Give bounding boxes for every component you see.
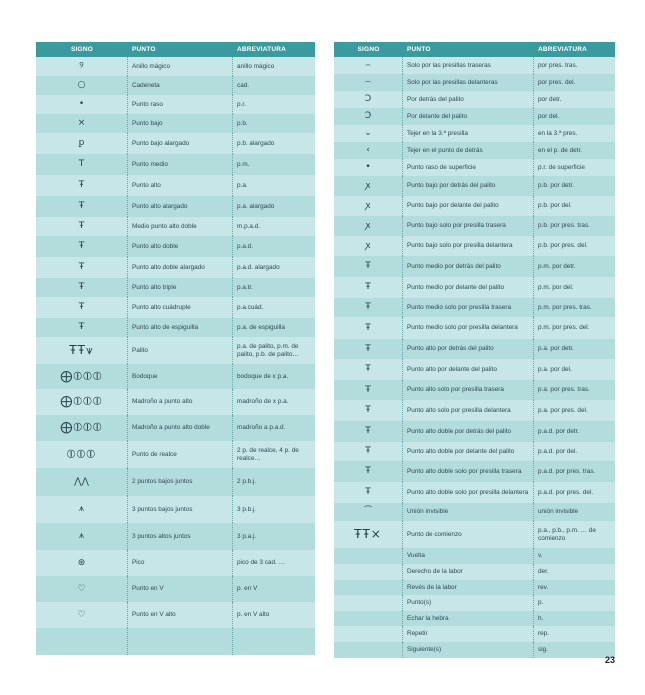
stitch-symbol-icon xyxy=(36,236,128,257)
stitch-symbol: Ŧ xyxy=(365,446,371,457)
stitch-name: Por delante del palito xyxy=(403,108,534,125)
stitch-symbol: ○ xyxy=(77,80,86,91)
stitch-name: Punto alto doble alargado xyxy=(128,257,233,278)
stitch-name: Punto bajo solo por presilla delantera xyxy=(403,236,534,256)
stitch-symbol-icon xyxy=(334,196,403,216)
stitch-abbreviation: p.a. alargado xyxy=(237,202,275,210)
table-row xyxy=(36,114,315,133)
table-row xyxy=(36,468,315,496)
stitch-name: Por detrás del palito xyxy=(403,91,534,108)
stitch-symbol-icon xyxy=(334,580,403,595)
table-row xyxy=(334,482,615,503)
stitch-name: 2 puntos bajos juntos xyxy=(128,468,233,496)
stitch-symbol: ⌄ xyxy=(364,128,372,139)
stitch-symbol-icon xyxy=(334,642,403,658)
stitch-symbol-icon xyxy=(36,76,128,95)
table-row xyxy=(36,337,315,364)
stitch-abbreviation: bodoque de x p.a. xyxy=(237,372,289,380)
stitch-name: 3 puntos altos juntos xyxy=(128,523,233,550)
table-row xyxy=(36,550,315,576)
table-row xyxy=(36,318,315,337)
stitch-symbol-icon xyxy=(334,503,403,521)
table-row xyxy=(36,297,315,318)
stitch-abbreviation: rev. xyxy=(538,583,549,591)
stitch-name: Vuelta xyxy=(403,548,534,564)
stitch-abbreviation: p.a.d. por detr. xyxy=(538,427,580,435)
table-row xyxy=(334,359,615,380)
stitch-name: Punto alto por detrás del palito xyxy=(403,339,534,359)
stitch-name: Punto bajo por delante del palito xyxy=(403,196,534,216)
stitch-symbol: ⊛ xyxy=(77,557,86,568)
stitch-name: Pico xyxy=(128,550,233,576)
stitch-abbreviation: p.b. por del. xyxy=(538,202,572,210)
header-punto: PUNTO xyxy=(132,46,156,53)
stitch-name: Punto alto alargado xyxy=(128,196,233,217)
stitch-name: Derecho de la labor xyxy=(403,564,534,580)
stitch-symbol-icon xyxy=(36,441,128,468)
table-row xyxy=(334,642,615,658)
stitch-abbreviation: p.a. por del. xyxy=(538,365,572,373)
stitch-symbol: ⨁⦶⦶⦶ xyxy=(60,394,103,409)
table-row xyxy=(36,628,315,655)
header-abreviatura: ABREVIATURA xyxy=(237,46,287,53)
table-row xyxy=(334,216,615,236)
stitch-symbol: Ŧ xyxy=(78,201,85,212)
stitch-abbreviation: unión invisible xyxy=(538,508,579,516)
stitch-abbreviation: m.p.a.d. xyxy=(237,222,261,230)
stitch-symbol: Ↄ xyxy=(364,94,372,105)
header-signo: SIGNO xyxy=(357,46,380,53)
stitch-abbreviation: p.m. por detr. xyxy=(538,262,576,270)
stitch-name: Repetir xyxy=(403,626,534,642)
table-header xyxy=(334,42,615,57)
stitch-abbreviation: sig. xyxy=(538,646,548,654)
stitch-abbreviation: en el p. de detr. xyxy=(538,146,583,154)
stitch-name: Punto alto por delante del palito xyxy=(403,359,534,380)
stitch-abbreviation: der. xyxy=(538,568,549,576)
stitch-symbol-icon xyxy=(334,236,403,256)
stitch-abbreviation: p.a.d. por pres. tras. xyxy=(538,467,596,475)
stitch-symbol: Ŧ xyxy=(78,241,85,252)
stitch-symbol: ⁀ xyxy=(364,506,372,517)
table-row xyxy=(334,421,615,442)
header-punto: PUNTO xyxy=(407,46,431,53)
table-row xyxy=(36,175,315,196)
stitch-symbol-icon xyxy=(334,595,403,611)
table-row xyxy=(334,580,615,595)
table-row xyxy=(334,125,615,142)
stitch-symbol: × xyxy=(77,118,86,129)
stitch-symbol-icon xyxy=(36,175,128,196)
stitch-symbol-icon xyxy=(36,415,128,441)
stitch-symbol-icon xyxy=(36,550,128,576)
stitch-symbol: Ŧ xyxy=(365,261,371,272)
stitch-name: Palito xyxy=(128,337,233,364)
stitch-symbol: Ŧ xyxy=(365,282,371,293)
table-row xyxy=(36,389,315,415)
stitch-abbreviation: por del. xyxy=(538,112,560,120)
stitch-abbreviation: p.a.d. por pres. del. xyxy=(538,488,594,496)
stitch-name: Punto alto triple xyxy=(128,278,233,297)
stitch-symbol: Ŧ xyxy=(365,487,371,498)
stitch-abbreviation: 2 p. de realce, 4 p. de realce… xyxy=(237,447,299,462)
stitch-abbreviation: p.b. xyxy=(237,119,248,127)
stitch-abbreviation: p.a. por pres. tras. xyxy=(538,386,590,394)
stitch-symbol-icon xyxy=(36,364,128,389)
stitch-symbol-icon xyxy=(36,257,128,278)
stitch-symbol-icon xyxy=(36,576,128,602)
table-row xyxy=(334,298,615,317)
stitch-symbol: ꝑ xyxy=(78,138,85,149)
stitch-abbreviation: p.a.d. xyxy=(237,242,253,250)
stitch-symbol: • xyxy=(78,99,85,110)
stitch-name: Madroño a punto alto xyxy=(128,389,233,415)
stitch-symbol-icon xyxy=(334,548,403,564)
table-row xyxy=(334,108,615,125)
stitch-symbol: Ŧ xyxy=(365,322,371,333)
table-row xyxy=(36,415,315,441)
stitch-name: Unión invisible xyxy=(403,503,534,521)
stitch-symbol-icon xyxy=(334,461,403,482)
stitch-symbol-icon xyxy=(36,196,128,217)
stitch-symbol-icon xyxy=(36,95,128,114)
stitch-abbreviation: p. en V xyxy=(237,585,258,593)
table-row xyxy=(36,196,315,217)
table-row xyxy=(36,236,315,257)
stitch-symbol-icon xyxy=(334,564,403,580)
table-row xyxy=(36,278,315,297)
stitch-symbol-icon xyxy=(36,389,128,415)
stitch-name: Bodoque xyxy=(128,364,233,389)
table-row xyxy=(36,133,315,154)
stitch-symbol-icon xyxy=(36,217,128,236)
stitch-symbol: • xyxy=(365,162,371,173)
page-number: 23 xyxy=(604,655,615,665)
stitch-name: Punto medio xyxy=(128,154,233,175)
stitch-name: Punto bajo xyxy=(128,114,233,133)
stitch-name xyxy=(128,628,233,655)
stitch-symbol: Ŧ xyxy=(78,221,85,232)
stitch-abbreviation: por pres. del. xyxy=(538,78,576,86)
stitch-symbol: Ŧ xyxy=(365,466,371,477)
stitch-name: Punto alto solo por presilla trasera xyxy=(403,380,534,400)
header-abreviatura: ABREVIATURA xyxy=(538,46,588,53)
stitch-symbol: Ŧ xyxy=(365,384,371,395)
stitch-symbol-icon xyxy=(36,297,128,318)
stitch-symbol-icon xyxy=(36,337,128,364)
stitch-abbreviation: cad. xyxy=(237,81,250,89)
stitch-name: Revés de la labor xyxy=(403,580,534,595)
stitch-abbreviation: p.b. por pres. del. xyxy=(538,242,588,250)
stitch-name: Punto bajo solo por presilla trasera xyxy=(403,216,534,236)
stitch-abbreviation: p.m. por pres. tras. xyxy=(538,303,592,311)
stitch-symbol-icon xyxy=(36,318,128,337)
table-row xyxy=(36,576,315,602)
stitch-name: Medio punto alto doble xyxy=(128,217,233,236)
stitch-symbol-icon xyxy=(334,216,403,236)
stitch-symbol: Ŧ xyxy=(365,364,371,375)
stitch-symbol-icon xyxy=(334,626,403,642)
stitch-symbol-icon xyxy=(334,611,403,626)
stitch-symbol: ⌢ xyxy=(365,60,371,71)
stitch-abbreviation: p.b. por detr. xyxy=(538,182,574,190)
stitch-symbol: Ŧ xyxy=(78,322,85,333)
stitch-abbreviation: v. xyxy=(538,552,543,560)
table-row xyxy=(334,142,615,159)
stitch-abbreviation: p.b. por pres. tras. xyxy=(538,222,590,230)
table-row xyxy=(334,611,615,626)
stitch-abbreviation: p.m. por del. xyxy=(538,283,574,291)
table-row xyxy=(334,196,615,216)
stitch-name: Punto alto doble solo por presilla delantera xyxy=(403,482,534,503)
stitch-symbol-icon xyxy=(334,380,403,400)
stitch-abbreviation: p.a.tr. xyxy=(237,283,253,291)
stitch-symbol: ‹ xyxy=(366,145,370,156)
table-row xyxy=(334,595,615,611)
table-row xyxy=(334,317,615,339)
table-row xyxy=(36,217,315,236)
stitch-name: Punto en V xyxy=(128,576,233,602)
stitch-symbol: ⩚ xyxy=(78,504,85,515)
table-header xyxy=(36,42,315,57)
table-body xyxy=(36,57,315,655)
stitch-name: Punto alto doble solo por presilla trasera xyxy=(403,461,534,482)
table-row xyxy=(334,236,615,256)
stitch-abbreviation: p.r. xyxy=(237,100,246,108)
stitch-abbreviation: 3 p.a.j. xyxy=(237,532,257,540)
stitch-symbol-icon xyxy=(36,602,128,628)
table-row xyxy=(334,442,615,461)
stitch-name: Punto alto solo por presilla delantera xyxy=(403,400,534,421)
stitch-symbol: Ŧ xyxy=(365,405,371,416)
stitch-name: Tejer en la 3.ª presilla xyxy=(403,125,534,142)
stitch-symbol-icon xyxy=(36,133,128,154)
stitch-abbreviation: p.a.d. alargado xyxy=(237,263,280,271)
stitch-symbol-icon xyxy=(334,277,403,298)
stitch-symbol: Ŧ xyxy=(78,302,85,313)
table-row xyxy=(334,564,615,580)
stitch-abbreviation: p.a.d. por del. xyxy=(538,447,578,455)
table-row xyxy=(334,91,615,108)
stitch-symbol-icon xyxy=(334,74,403,91)
stitch-name: Punto medio por delante del palito xyxy=(403,277,534,298)
stitch-abbreviation: p.a., p.b., p.m. … de comienzo xyxy=(538,527,596,542)
stitch-symbol-icon xyxy=(36,496,128,523)
table-row xyxy=(36,154,315,175)
stitch-symbol-icon xyxy=(334,159,403,176)
table-row xyxy=(334,159,615,176)
stitch-name: Punto alto de espiguilla xyxy=(128,318,233,337)
stitch-name: Punto alto doble xyxy=(128,236,233,257)
stitch-name: Punto bajo alargado xyxy=(128,133,233,154)
stitch-abbreviation: p.a. por pres. del. xyxy=(538,406,588,414)
stitch-symbol: ⩚ xyxy=(78,531,85,542)
stitch-symbol: ꭗ xyxy=(365,240,371,251)
stitch-symbol: T xyxy=(78,159,85,170)
stitch-abbreviation: p.m. xyxy=(237,160,250,168)
stitch-symbol: Ŧ xyxy=(78,262,85,273)
stitch-symbol-icon xyxy=(334,421,403,442)
stitch-name: Punto medio solo por presilla delantera xyxy=(403,317,534,339)
table-row xyxy=(334,339,615,359)
stitch-name: Punto raso xyxy=(128,95,233,114)
stitch-symbol: ꭗ xyxy=(365,200,371,211)
table-row xyxy=(334,277,615,298)
table-row xyxy=(334,256,615,277)
stitch-name: Punto de realce xyxy=(128,441,233,468)
stitch-abbreviation: anillo mágico xyxy=(237,62,275,70)
header-signo: SIGNO xyxy=(71,46,93,53)
stitch-abbreviation: p.a. de espiguilla xyxy=(237,323,285,331)
table-row xyxy=(334,74,615,91)
stitch-name: Punto medio por detrás del palito xyxy=(403,256,534,277)
stitch-symbol-icon xyxy=(334,256,403,277)
stitch-symbol: ⦶⦶⦶ xyxy=(66,446,97,461)
table-row xyxy=(334,521,615,548)
stitch-name: Madroño a punto alto doble xyxy=(128,415,233,441)
table-row xyxy=(36,57,315,76)
stitch-name: Punto alto xyxy=(128,175,233,196)
stitch-symbol: ⨁⦶⦶⦶ xyxy=(60,368,103,383)
stitch-symbol: ♡ xyxy=(77,609,86,620)
stitch-symbol: ♡ xyxy=(77,583,86,594)
table-row xyxy=(334,626,615,642)
stitch-name: Punto medio solo por presilla trasera xyxy=(403,298,534,317)
table-row xyxy=(334,57,615,74)
table-row xyxy=(36,257,315,278)
stitch-symbol: ŦŦ⩛ xyxy=(69,342,94,357)
stitch-name: Punto(s) xyxy=(403,595,534,611)
stitch-symbol: Ŧ xyxy=(78,180,85,191)
stitch-abbreviation: en la 3.ª pres. xyxy=(538,129,578,137)
stitch-symbol: ୨ xyxy=(79,61,84,72)
table-row xyxy=(36,496,315,523)
stitch-name: Siguiente(s) xyxy=(403,642,534,658)
stitch-abbreviation: p. xyxy=(538,599,544,607)
table-row xyxy=(36,523,315,550)
stitch-symbol-icon xyxy=(36,154,128,175)
table-row xyxy=(36,441,315,468)
table-row xyxy=(334,400,615,421)
table-row xyxy=(334,548,615,564)
stitch-abbreviation: p. en V alto xyxy=(237,611,270,619)
table-row xyxy=(334,461,615,482)
stitch-symbol: ⌣ xyxy=(365,77,371,88)
stitch-symbol-icon xyxy=(36,57,128,76)
stitch-name: Punto de comienzo xyxy=(403,521,534,548)
stitch-abbreviation: p.a. por detr. xyxy=(538,345,574,353)
stitch-abbreviation: p.a.cuád. xyxy=(237,303,264,311)
stitch-abbreviation: por pres. tras. xyxy=(538,61,578,69)
table-row xyxy=(36,95,315,114)
stitch-table-left xyxy=(36,42,315,655)
stitch-abbreviation: h. xyxy=(538,614,544,622)
stitch-name: Punto alto cuádruple xyxy=(128,297,233,318)
table-row xyxy=(36,602,315,628)
table-row xyxy=(36,76,315,95)
stitch-abbreviation: 2 p.b.j. xyxy=(237,478,257,486)
stitch-symbol-icon xyxy=(36,278,128,297)
stitch-symbol: ꭗ xyxy=(365,220,371,231)
table-row xyxy=(334,380,615,400)
stitch-abbreviation: madroño de x p.a. xyxy=(237,398,289,406)
stitch-symbol: Ŧ xyxy=(78,282,85,293)
stitch-symbol-icon xyxy=(334,359,403,380)
stitch-abbreviation: p.m. por pres. del. xyxy=(538,324,590,332)
stitch-name: Punto raso de superficie xyxy=(403,159,534,176)
stitch-name: Tejer en el punto de detrás xyxy=(403,142,534,159)
stitch-name: Solo por las presillas delanteras xyxy=(403,74,534,91)
stitch-abbreviation: pico de 3 cad. … xyxy=(237,559,285,567)
stitch-symbol-icon xyxy=(334,125,403,142)
stitch-abbreviation: por detr. xyxy=(538,95,562,103)
stitch-symbol-icon xyxy=(334,57,403,74)
stitch-symbol-icon xyxy=(36,114,128,133)
table-row xyxy=(36,364,315,389)
stitch-name: Punto bajo por detrás del palito xyxy=(403,176,534,196)
stitch-symbol-icon xyxy=(36,468,128,496)
stitch-abbreviation xyxy=(233,628,315,655)
table-row xyxy=(334,503,615,521)
stitch-symbol-icon xyxy=(334,298,403,317)
stitch-abbreviation: madroño a p.a.d. xyxy=(237,424,286,432)
table-body xyxy=(334,57,615,658)
stitch-symbol-icon xyxy=(334,339,403,359)
table-row xyxy=(334,176,615,196)
stitch-abbreviation: p.a. de palito, p.m. de palito, p.b. de palito… xyxy=(237,343,299,358)
stitch-symbol-icon xyxy=(334,91,403,108)
stitch-name: 3 puntos bajos juntos xyxy=(128,496,233,523)
stitch-name: Punto en V alto xyxy=(128,602,233,628)
stitch-symbol-icon xyxy=(334,521,403,548)
stitch-symbol: ŦŦ× xyxy=(354,526,382,541)
stitch-symbol: ꭗ xyxy=(365,180,371,191)
stitch-abbreviation: p.a. xyxy=(237,181,248,189)
stitch-name: Solo por las presillas traseras xyxy=(403,57,534,74)
stitch-name: Cadeneta xyxy=(128,76,233,95)
stitch-abbreviation: p.b. alargado xyxy=(237,139,275,147)
stitch-abbreviation: p.r. de superficie xyxy=(538,163,585,171)
stitch-table-right xyxy=(334,42,615,658)
stitch-symbol-icon xyxy=(334,142,403,159)
stitch-symbol-icon xyxy=(334,176,403,196)
stitch-symbol-icon xyxy=(334,400,403,421)
stitch-symbol-icon xyxy=(334,108,403,125)
stitch-symbol: ⨁⦶⦶⦶ xyxy=(60,420,103,435)
stitch-symbol: Ŧ xyxy=(365,426,371,437)
stitch-symbol-icon xyxy=(334,442,403,461)
stitch-symbol-icon xyxy=(334,317,403,339)
stitch-name: Anillo mágico xyxy=(128,57,233,76)
stitch-name: Punto alto doble por detrás del palito xyxy=(403,421,534,442)
stitch-abbreviation: rep. xyxy=(538,630,550,638)
stitch-symbol: ⋀⋀ xyxy=(74,476,89,487)
stitch-symbol-icon xyxy=(36,628,128,655)
stitch-symbol-icon xyxy=(36,523,128,550)
stitch-abbreviation: 3 p.b.j. xyxy=(237,505,257,513)
stitch-symbol-icon xyxy=(334,482,403,503)
stitch-symbol: Ŧ xyxy=(365,302,371,313)
stitch-name: Punto alto doble por delante del palito xyxy=(403,442,534,461)
stitch-symbol: Ͻ xyxy=(364,111,372,122)
stitch-name: Echar la hebra xyxy=(403,611,534,626)
stitch-symbol: Ŧ xyxy=(365,343,371,354)
